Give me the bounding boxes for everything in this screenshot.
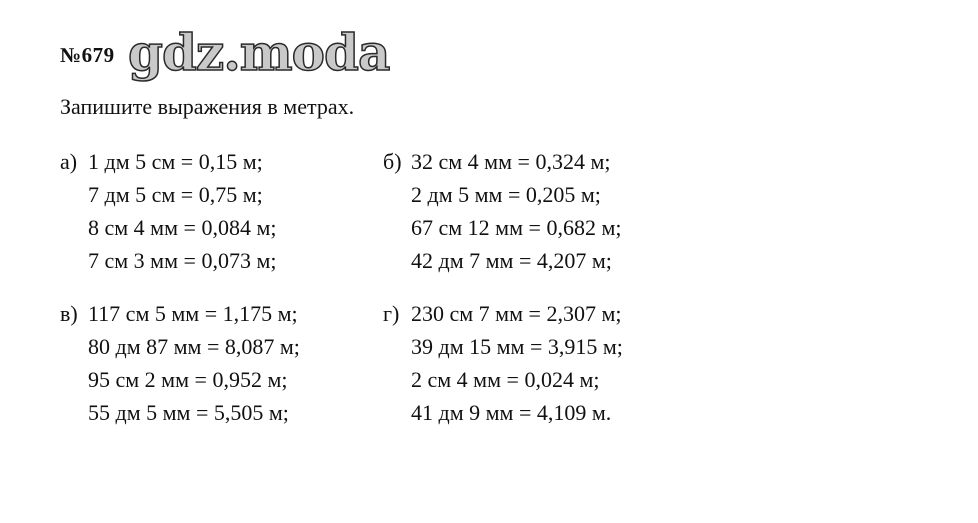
expression-line xyxy=(60,363,300,396)
expression-line xyxy=(383,211,621,244)
expression: 55 дм 5 мм = 5,505 м; xyxy=(88,400,289,425)
expression-line xyxy=(60,297,300,330)
expression: 39 дм 15 мм = 3,915 м; xyxy=(411,334,623,359)
watermark-logo: gdz.moda xyxy=(128,23,390,82)
expression: 2 см 4 мм = 0,024 м; xyxy=(411,367,600,392)
expression: 7 дм 5 см = 0,75 м; xyxy=(88,182,263,207)
expression: 42 дм 7 мм = 4,207 м; xyxy=(411,248,612,273)
group-v xyxy=(60,297,300,429)
group-label: в) xyxy=(60,301,78,326)
expression: 67 см 12 мм = 0,682 м; xyxy=(411,215,622,240)
expression-line xyxy=(60,211,276,244)
expression-line xyxy=(60,396,300,429)
group-label: а) xyxy=(60,149,78,174)
exercise-number: №679 xyxy=(60,43,115,67)
expression: 1 дм 5 см = 0,15 м; xyxy=(88,149,263,174)
expression: 230 см 7 мм = 2,307 м; xyxy=(411,301,622,326)
expression: 95 см 2 мм = 0,952 м; xyxy=(88,367,288,392)
group-g xyxy=(383,297,623,429)
expression-line xyxy=(383,244,621,277)
group-label: б) xyxy=(383,149,402,174)
expression: 117 см 5 мм = 1,175 м; xyxy=(88,301,298,326)
expression-line xyxy=(383,330,623,363)
expression-line xyxy=(383,145,621,178)
expression-line xyxy=(60,330,300,363)
group-a xyxy=(60,145,276,277)
expression-line xyxy=(60,244,276,277)
expression-line xyxy=(60,178,276,211)
group-label: г) xyxy=(383,301,400,326)
expression-line xyxy=(383,178,621,211)
exercise-instruction: Запишите выражения в метрах. xyxy=(60,94,355,119)
expression-line xyxy=(60,145,276,178)
expression: 32 см 4 мм = 0,324 м; xyxy=(411,149,611,174)
expression-line xyxy=(383,396,623,429)
expression-line xyxy=(383,363,623,396)
group-b xyxy=(383,145,621,277)
expression: 8 см 4 мм = 0,084 м; xyxy=(88,215,277,240)
expression: 41 дм 9 мм = 4,109 м. xyxy=(411,400,612,425)
expression: 7 см 3 мм = 0,073 м; xyxy=(88,248,277,273)
expression: 80 дм 87 мм = 8,087 м; xyxy=(88,334,300,359)
expression-line xyxy=(383,297,623,330)
expression: 2 дм 5 мм = 0,205 м; xyxy=(411,182,601,207)
